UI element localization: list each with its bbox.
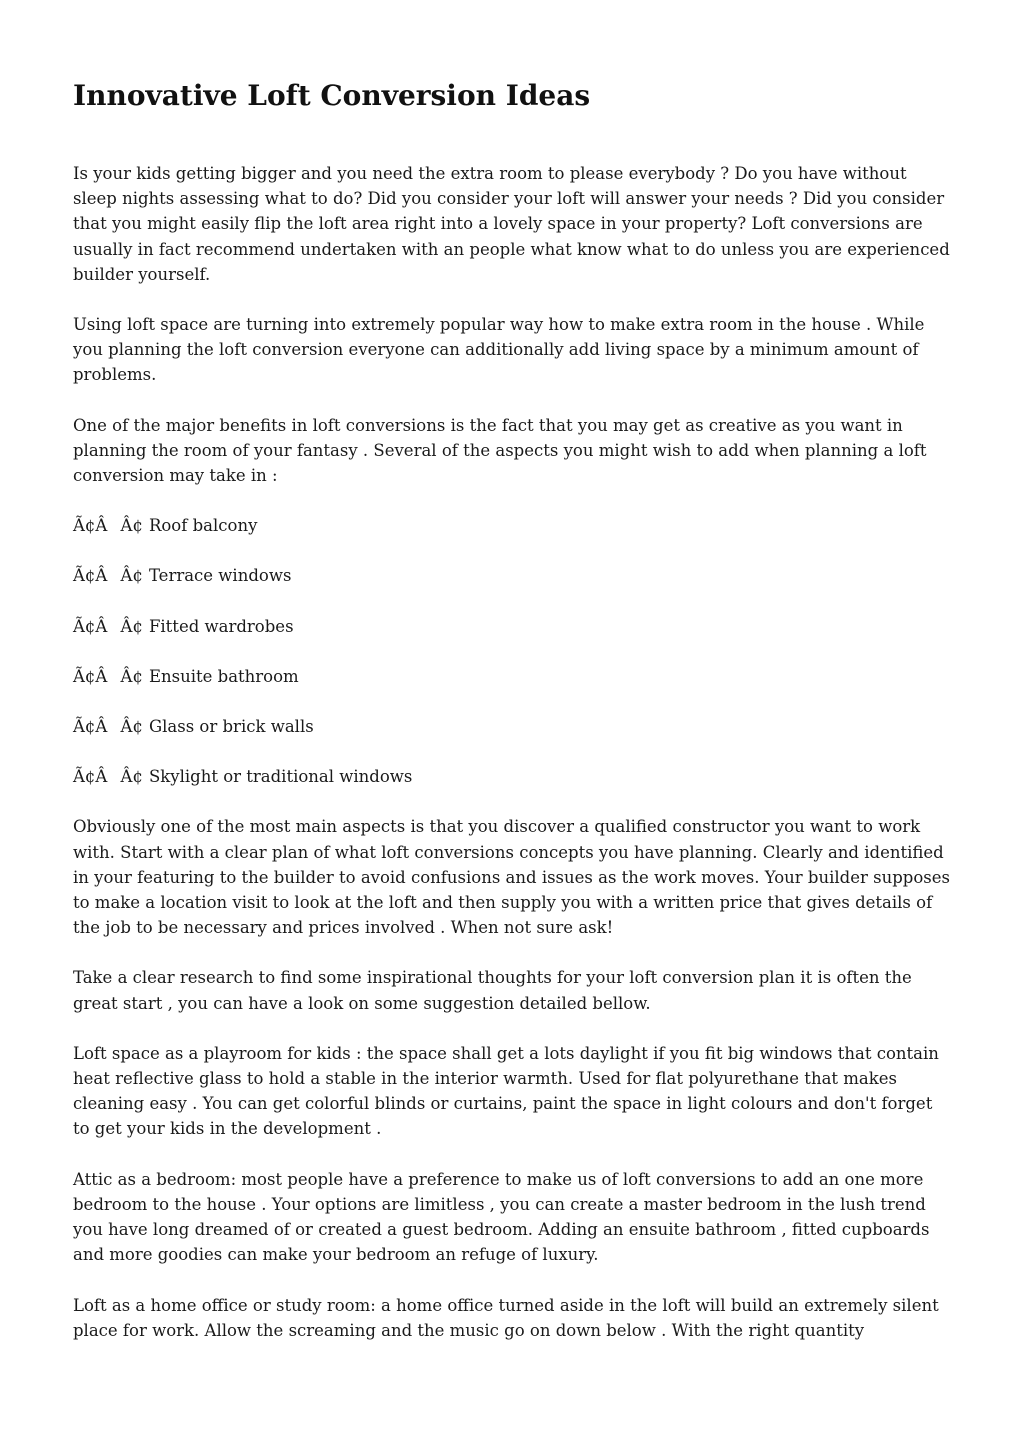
list-item-text: Glass or brick walls: [148, 717, 314, 737]
list-item: [73, 664, 953, 689]
body-paragraph-4: Attic as a bedroom: most people have a preference to make us of loft conversions to add an one more bedroom to the house . Your options are limitless , you can create a master bedroom in the lush trend you have long dreamed of or created a guest bedroom. Adding an ensuite bathroom , fitted cupboards and more goodies can make your bedroom an refuge of luxury.: [73, 1169, 930, 1265]
intro-paragraph-1: Is your kids getting bigger and you need the extra room to please everybody ? Do you have without sleep nights assessing what to do? Did you consider your loft will answer your needs ? Did you consider that you might easily flip the loft area right into a lovely space in your property? Loft conversions are usually in fact recommend undertaken with an people what know what to do unless you are experienced builder yourself.: [73, 164, 950, 284]
list-item: [73, 563, 953, 588]
body-paragraph-5: Loft as a home office or study room: a home office turned aside in the loft will build an extremely silent place for work. Allow the screaming and the music go on down below . With the right quantity: [73, 1295, 939, 1340]
list-item-text: Ensuite bathroom: [148, 666, 299, 686]
list-item: [73, 764, 953, 789]
body-paragraph-3: Loft space as a playroom for kids : the space shall get a lots daylight if you fit big windows that contain heat reflective glass to hold a stable in the interior warmth. Used for flat polyurethane that makes cleaning easy . You can get colorful blinds or curtains, paint the space in light colours and don't forget to get your kids in the development .: [73, 1043, 939, 1139]
body-paragraph-1: Obviously one of the most main aspects is that you discover a qualified constructor you want to work with. Start with a clear plan of what loft conversions concepts you have planning. Clearly and identified in your featuring to the builder to avoid confusions and issues as the work moves. Your builder supposes to make a location visit to look at the loft and then supply you with a written price that gives details of the job to be necessary and prices involved . When not sure ask!: [73, 817, 950, 938]
list-item-text: Roof balcony: [148, 516, 258, 536]
feature-list: [73, 513, 953, 789]
list-item: [73, 614, 953, 639]
document-title: Innovative Loft Conversion Ideas: [73, 79, 591, 112]
bullet-glyph: Ã¢ÂÂ¢: [73, 516, 143, 536]
list-item-text: Skylight or traditional windows: [148, 767, 413, 787]
list-item-text: Terrace windows: [148, 566, 292, 586]
bullet-glyph: Ã¢ÂÂ¢: [73, 616, 143, 636]
bullet-glyph: Ã¢ÂÂ¢: [73, 666, 143, 686]
bullet-glyph: Ã¢ÂÂ¢: [73, 566, 143, 586]
bullet-glyph: Ã¢ÂÂ¢: [73, 717, 143, 737]
intro-paragraph-2: Using loft space are turning into extremely popular way how to make extra room in the house . While you planning the loft conversion everyone can additionally add living space by a minimum amount of problems.: [73, 315, 925, 385]
body-paragraph-2: Take a clear research to find some inspirational thoughts for your loft conversion plan it is often the great start , you can have a look on some suggestion detailed bellow.: [73, 968, 912, 1013]
bullet-glyph: Ã¢ÂÂ¢: [73, 767, 143, 787]
intro-paragraph-3: One of the major benefits in loft conversions is the fact that you may get as creative as you want in planning the room of your fantasy . Several of the aspects you might wish to add when planning a loft conversion may take in :: [73, 415, 927, 486]
list-item: [73, 714, 953, 739]
list-item-text: Fitted wardrobes: [148, 616, 294, 636]
list-item: [73, 513, 953, 538]
document-body: [73, 161, 953, 1368]
